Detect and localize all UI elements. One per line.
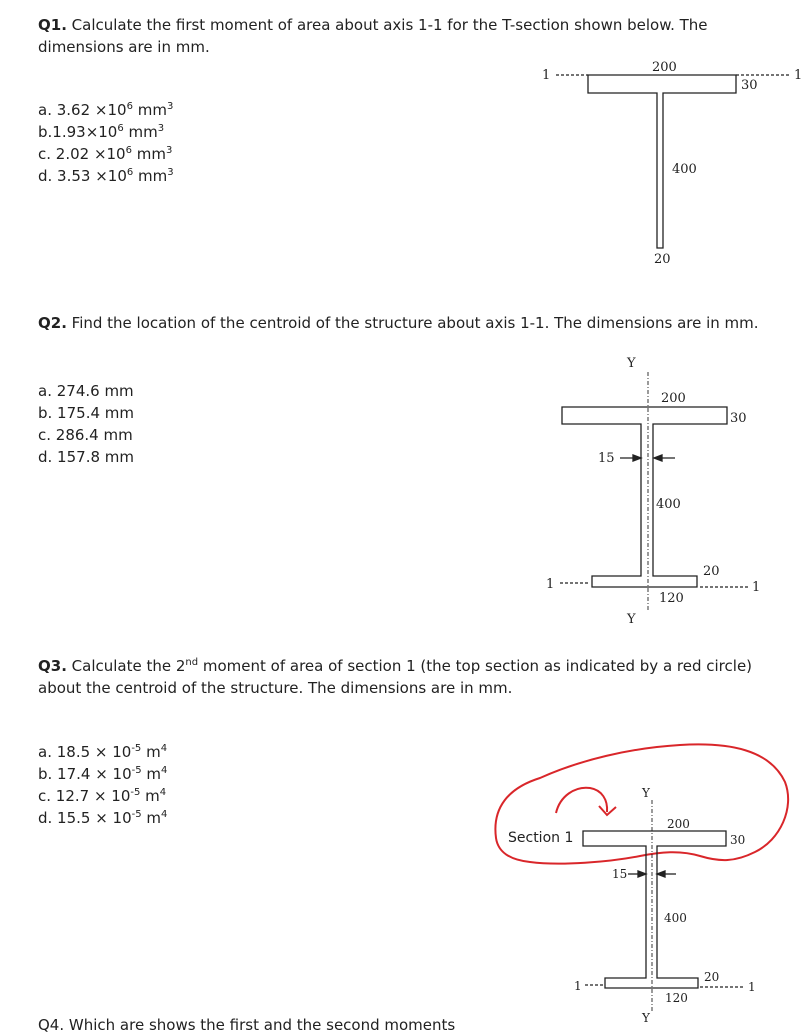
q1-flange-width-label: 200	[652, 60, 677, 75]
q3-bottom-flange-width-label: 120	[665, 991, 688, 1005]
q2-axis-label-left: 1	[546, 577, 555, 592]
q2-top-flange-thickness-label: 30	[730, 411, 747, 426]
q2-axis-label-right: 1	[752, 580, 761, 595]
q3-top-flange-width-label: 200	[667, 817, 690, 831]
q2-text: Find the location of the centroid of the structure about axis 1-1. The dimensions are in mm.	[66, 314, 759, 332]
q1-web-thickness-label: 20	[654, 252, 671, 267]
q2-top-flange-width-label: 200	[661, 391, 686, 406]
q2-bottom-flange-thickness-label: 20	[703, 564, 720, 579]
q2-y-axis-label-top: Y	[627, 356, 636, 371]
q1-number: Q1.	[38, 16, 67, 34]
q2-option-a[interactable]: a. 274.6 mm	[38, 382, 134, 400]
q2-web-arrowhead-left	[633, 455, 641, 461]
q3-axis-label-right: 1	[748, 980, 756, 994]
q1-t-section-shape	[588, 75, 736, 248]
q3-option-d[interactable]: d. $15.5 \times 10^{-5}$ $m^4$	[38, 809, 168, 827]
q2-web-arrowhead-right	[654, 455, 662, 461]
q2-option-d[interactable]: d. 157.8 mm	[38, 448, 134, 466]
q3-y-axis-label-top: Y	[642, 786, 650, 800]
q1-option-c[interactable]: c. $2.02 \times 10^6$ $mm^3$	[38, 145, 173, 163]
q3-axis-label-left: 1	[574, 979, 582, 993]
q1-option-b[interactable]: $b.1.93\times 10^6$ $mm^3$	[38, 123, 165, 141]
q3-option-b[interactable]: b. $17.4 \times 10^{-5}$ $m^4$	[38, 765, 168, 783]
q2-i-section-shape	[562, 407, 727, 587]
q3-option-a[interactable]: a. $18.5 \times 10^{-5}$ $m^4$	[38, 743, 168, 761]
q3-web-arrowhead-left	[638, 871, 646, 877]
q2-i-section-figure	[560, 372, 748, 612]
q2-bottom-flange-width-label: 120	[659, 591, 684, 606]
q1-axis-label-left: 1	[542, 68, 551, 83]
q2-y-axis-label-bottom: Y	[627, 612, 636, 627]
q3-question: Q3. Calculate the 2nd moment of area of section 1 (the top section as indicated by a red circle) about the centroid of the structure. The dimensions are in mm.	[38, 657, 753, 697]
q3-i-section-figure	[583, 800, 745, 1012]
q3-number: Q3.	[38, 657, 67, 675]
q3-bottom-flange-thickness-label: 20	[704, 970, 720, 984]
q2-options	[38, 380, 134, 468]
q3-web-thickness-label: 15	[612, 867, 628, 881]
q3-red-arrow-curve	[556, 788, 607, 813]
q1-web-height-label: 400	[672, 162, 697, 177]
q1-option-a[interactable]: a. $3.62 \times 10^6$ $mm^3$	[38, 101, 174, 119]
q1-option-d[interactable]: d. $3.53 \times 10^6$ $mm^3$	[38, 167, 174, 185]
q1-flange-thickness-label: 30	[741, 78, 758, 93]
q2-web-thickness-label: 15	[598, 451, 615, 466]
q3-option-c[interactable]: c. $12.7 \times 10^{-5}$ $m^4$	[38, 787, 167, 805]
q2-option-c[interactable]: c. 286.4 mm	[38, 426, 133, 444]
q2-number: Q2.	[38, 314, 67, 332]
q4-question-partial: Q4. Which are shows the first and the second moments	[38, 1016, 456, 1034]
q3-web-arrowhead-right	[657, 871, 665, 877]
q3-y-axis-label-bottom: Y	[642, 1011, 650, 1025]
q1-axis-label-right: 1	[794, 68, 803, 83]
q2-web-height-label: 400	[656, 497, 681, 512]
q3-top-flange-thickness-label: 30	[730, 833, 746, 847]
q3-web-height-label: 400	[664, 911, 687, 925]
q2-option-b[interactable]: b. 175.4 mm	[38, 404, 134, 422]
q3-section-label: Section 1	[508, 830, 574, 846]
q3-options	[38, 741, 167, 829]
q1-text: Calculate the first moment of area about axis 1-1 for the T-section shown below. The dimensions are in mm.	[38, 16, 708, 56]
q2-question	[38, 312, 798, 334]
